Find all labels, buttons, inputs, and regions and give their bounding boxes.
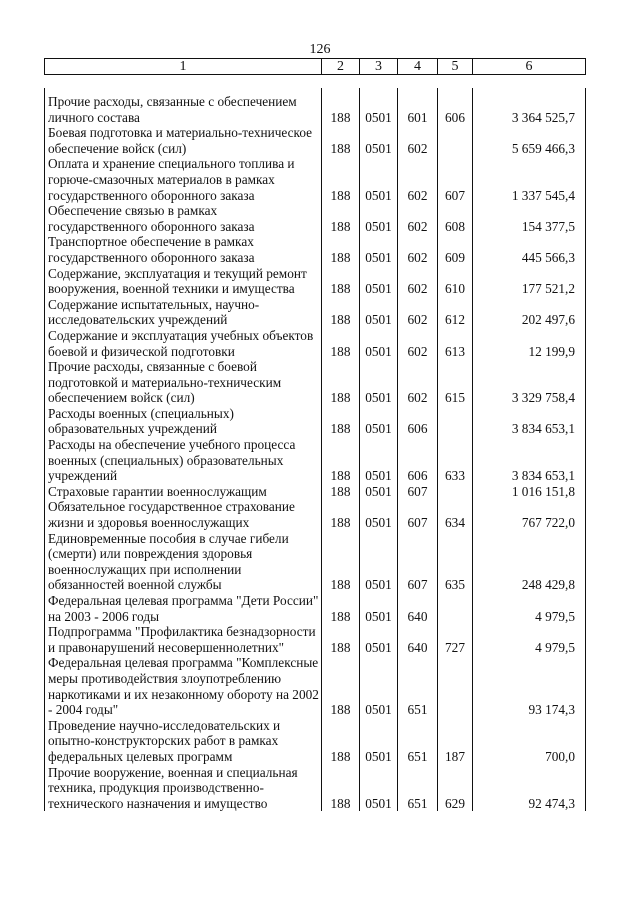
row-code-target: 651 bbox=[398, 765, 438, 812]
row-code-target: 651 bbox=[398, 718, 438, 765]
row-code-subsection: 0501 bbox=[360, 234, 398, 265]
row-name: Подпрограмма "Профилактика безнадзорности и правонарушений несовершеннолетних" bbox=[45, 624, 322, 655]
budget-table-body bbox=[45, 88, 586, 811]
row-code-expense-type: 635 bbox=[438, 531, 473, 593]
row-code-target: 602 bbox=[398, 359, 438, 406]
table-row bbox=[45, 593, 586, 624]
row-code-target: 607 bbox=[398, 531, 438, 593]
row-code-subsection: 0501 bbox=[360, 406, 398, 437]
row-name: Содержание испытательных, научно-исследовательских учреждений bbox=[45, 297, 322, 328]
row-code-expense-type bbox=[438, 593, 473, 624]
table-row bbox=[45, 88, 586, 125]
row-code-section: 188 bbox=[322, 234, 360, 265]
table-row bbox=[45, 266, 586, 297]
row-code-target: 602 bbox=[398, 297, 438, 328]
row-code-target: 602 bbox=[398, 156, 438, 203]
row-code-expense-type: 613 bbox=[438, 328, 473, 359]
row-code-target: 602 bbox=[398, 328, 438, 359]
column-header-3: 3 bbox=[360, 59, 398, 75]
row-code-section: 188 bbox=[322, 593, 360, 624]
table-row bbox=[45, 125, 586, 156]
row-name: Расходы на обеспечение учебного процесса военных (специальных) образовательных учреждений bbox=[45, 437, 322, 484]
table-row bbox=[45, 718, 586, 765]
row-code-expense-type: 629 bbox=[438, 765, 473, 812]
column-header-5: 5 bbox=[438, 59, 473, 75]
row-name: Обязательное государственное страхование жизни и здоровья военнослужащих bbox=[45, 499, 322, 530]
column-header-1: 1 bbox=[45, 59, 322, 75]
row-amount: 154 377,5 bbox=[473, 203, 586, 234]
table-row bbox=[45, 499, 586, 530]
row-code-subsection: 0501 bbox=[360, 655, 398, 717]
row-code-subsection: 0501 bbox=[360, 266, 398, 297]
row-amount: 767 722,0 bbox=[473, 499, 586, 530]
row-code-subsection: 0501 bbox=[360, 203, 398, 234]
row-code-section: 188 bbox=[322, 359, 360, 406]
row-code-target: 607 bbox=[398, 484, 438, 500]
row-name: Содержание, эксплуатация и текущий ремонт вооружения, военной техники и имущества bbox=[45, 266, 322, 297]
row-code-section: 188 bbox=[322, 531, 360, 593]
row-name: Обеспечение связью в рамках государственного оборонного заказа bbox=[45, 203, 322, 234]
row-amount: 1 016 151,8 bbox=[473, 484, 586, 500]
row-name: Прочие вооружение, военная и специальная техника, продукция производственно-технического назначения и имущество bbox=[45, 765, 322, 812]
row-code-section: 188 bbox=[322, 484, 360, 500]
row-code-section: 188 bbox=[322, 203, 360, 234]
row-name: Боевая подготовка и материально-техническое обеспечение войск (сил) bbox=[45, 125, 322, 156]
table-row bbox=[45, 156, 586, 203]
row-code-expense-type: 615 bbox=[438, 359, 473, 406]
row-code-subsection: 0501 bbox=[360, 125, 398, 156]
row-name: Федеральная целевая программа "Дети России" на 2003 - 2006 годы bbox=[45, 593, 322, 624]
row-amount: 4 979,5 bbox=[473, 593, 586, 624]
row-amount: 3 364 525,7 bbox=[473, 88, 586, 125]
column-header-2: 2 bbox=[322, 59, 360, 75]
row-name: Оплата и хранение специального топлива и горюче-смазочных материалов в рамках государственного оборонного заказа bbox=[45, 156, 322, 203]
row-amount: 445 566,3 bbox=[473, 234, 586, 265]
row-amount: 4 979,5 bbox=[473, 624, 586, 655]
row-code-expense-type: 610 bbox=[438, 266, 473, 297]
row-code-expense-type bbox=[438, 406, 473, 437]
row-code-section: 188 bbox=[322, 297, 360, 328]
row-code-section: 188 bbox=[322, 437, 360, 484]
budget-table bbox=[44, 88, 586, 811]
row-amount: 700,0 bbox=[473, 718, 586, 765]
column-header-row bbox=[44, 58, 586, 75]
row-code-subsection: 0501 bbox=[360, 328, 398, 359]
row-code-expense-type bbox=[438, 484, 473, 500]
column-header-6: 6 bbox=[473, 59, 586, 75]
table-row bbox=[45, 765, 586, 812]
row-code-expense-type: 609 bbox=[438, 234, 473, 265]
table-row bbox=[45, 655, 586, 717]
row-code-section: 188 bbox=[322, 125, 360, 156]
row-code-subsection: 0501 bbox=[360, 531, 398, 593]
row-name: Прочие расходы, связанные с обеспечением личного состава bbox=[45, 88, 322, 125]
table-row bbox=[45, 437, 586, 484]
row-code-target: 602 bbox=[398, 125, 438, 156]
row-code-section: 188 bbox=[322, 655, 360, 717]
row-amount: 92 474,3 bbox=[473, 765, 586, 812]
row-amount: 177 521,2 bbox=[473, 266, 586, 297]
row-code-subsection: 0501 bbox=[360, 359, 398, 406]
row-code-expense-type: 633 bbox=[438, 437, 473, 484]
row-code-expense-type: 634 bbox=[438, 499, 473, 530]
row-code-subsection: 0501 bbox=[360, 499, 398, 530]
row-name: Расходы военных (специальных) образовательных учреждений bbox=[45, 406, 322, 437]
row-code-subsection: 0501 bbox=[360, 593, 398, 624]
table-row bbox=[45, 484, 586, 500]
table-row bbox=[45, 531, 586, 593]
row-name: Транспортное обеспечение в рамках государственного оборонного заказа bbox=[45, 234, 322, 265]
row-code-expense-type bbox=[438, 125, 473, 156]
row-code-target: 640 bbox=[398, 624, 438, 655]
row-amount: 5 659 466,3 bbox=[473, 125, 586, 156]
table-row bbox=[45, 359, 586, 406]
row-code-subsection: 0501 bbox=[360, 624, 398, 655]
row-amount: 3 834 653,1 bbox=[473, 437, 586, 484]
row-code-subsection: 0501 bbox=[360, 297, 398, 328]
row-code-subsection: 0501 bbox=[360, 718, 398, 765]
row-code-target: 651 bbox=[398, 655, 438, 717]
row-amount: 1 337 545,4 bbox=[473, 156, 586, 203]
row-amount: 12 199,9 bbox=[473, 328, 586, 359]
row-code-subsection: 0501 bbox=[360, 437, 398, 484]
table-row bbox=[45, 406, 586, 437]
row-name: Прочие расходы, связанные с боевой подготовкой и материально-техническим обеспечением войск (сил) bbox=[45, 359, 322, 406]
row-code-section: 188 bbox=[322, 765, 360, 812]
row-code-section: 188 bbox=[322, 328, 360, 359]
table-row bbox=[45, 234, 586, 265]
row-name: Содержание и эксплуатация учебных объектов боевой и физической подготовки bbox=[45, 328, 322, 359]
row-code-subsection: 0501 bbox=[360, 88, 398, 125]
table-row bbox=[45, 297, 586, 328]
page-number: 126 bbox=[309, 42, 331, 57]
row-code-section: 188 bbox=[322, 499, 360, 530]
row-code-section: 188 bbox=[322, 156, 360, 203]
row-name: Страховые гарантии военнослужащим bbox=[45, 484, 322, 500]
row-code-target: 606 bbox=[398, 437, 438, 484]
row-code-target: 601 bbox=[398, 88, 438, 125]
table-row bbox=[45, 203, 586, 234]
row-code-subsection: 0501 bbox=[360, 765, 398, 812]
row-code-target: 640 bbox=[398, 593, 438, 624]
row-code-expense-type: 612 bbox=[438, 297, 473, 328]
row-code-expense-type bbox=[438, 655, 473, 717]
row-amount: 248 429,8 bbox=[473, 531, 586, 593]
table-row bbox=[45, 328, 586, 359]
row-code-target: 607 bbox=[398, 499, 438, 530]
row-amount: 3 329 758,4 bbox=[473, 359, 586, 406]
table-row bbox=[45, 624, 586, 655]
row-name: Проведение научно-исследовательских и опытно-конструкторских работ в рамках федеральных целевых программ bbox=[45, 718, 322, 765]
row-amount: 202 497,6 bbox=[473, 297, 586, 328]
row-code-expense-type: 727 bbox=[438, 624, 473, 655]
row-code-expense-type: 187 bbox=[438, 718, 473, 765]
column-header-4: 4 bbox=[398, 59, 438, 75]
row-amount: 3 834 653,1 bbox=[473, 406, 586, 437]
row-code-section: 188 bbox=[322, 406, 360, 437]
row-amount: 93 174,3 bbox=[473, 655, 586, 717]
row-code-expense-type: 607 bbox=[438, 156, 473, 203]
row-code-target: 602 bbox=[398, 234, 438, 265]
row-code-section: 188 bbox=[322, 88, 360, 125]
row-code-target: 606 bbox=[398, 406, 438, 437]
row-code-section: 188 bbox=[322, 624, 360, 655]
row-code-target: 602 bbox=[398, 203, 438, 234]
row-code-section: 188 bbox=[322, 266, 360, 297]
row-code-expense-type: 606 bbox=[438, 88, 473, 125]
row-code-target: 602 bbox=[398, 266, 438, 297]
row-code-subsection: 0501 bbox=[360, 484, 398, 500]
row-name: Единовременные пособия в случае гибели (смерти) или повреждения здоровья военнослужащих при исполнении обязанностей военной службы bbox=[45, 531, 322, 593]
row-code-section: 188 bbox=[322, 718, 360, 765]
row-code-expense-type: 608 bbox=[438, 203, 473, 234]
row-name: Федеральная целевая программа "Комплексные меры противодействия злоупотреблению наркотиками и их незаконному обороту на 2002 - 2004 годы" bbox=[45, 655, 322, 717]
row-code-subsection: 0501 bbox=[360, 156, 398, 203]
